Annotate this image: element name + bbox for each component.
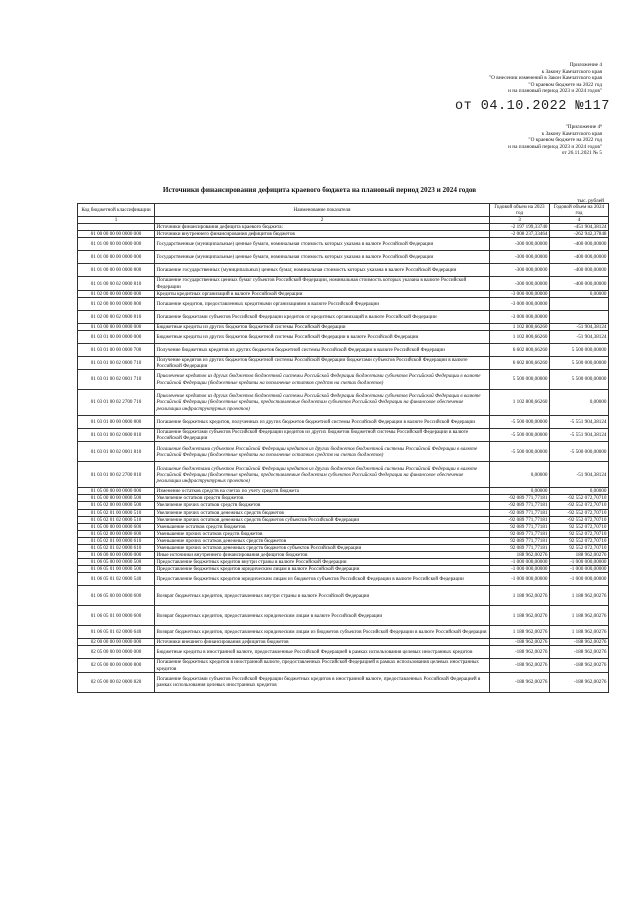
row-name: Предоставление бюджетных кредитов юридическим лицам в валюте Российской Федерации [155,566,490,573]
row-value-2024: -400 000,00000 [550,264,609,277]
row-name: Получение бюджетных кредитов из других бюджетов бюджетной системы Российской Федерации в валюте Российской Федерации [155,343,490,356]
row-code: 01 03 01 00 00 0000 000 [78,330,155,343]
row-name: Увеличение прочих остатков денежных средств бюджетов [155,509,490,516]
appendix-line: к Закону Камчатского края [541,130,602,137]
row-code: 01 02 00 00 02 0000 810 [78,310,155,323]
row-value-2024: -51 904,38124 [550,323,609,330]
row-name: Привлечение кредитов из других бюджетов бюджетной системы Российской Федерации бюджетами субъектов Российской Федерации в валюте Российской Федерации (бюджетные кредиты на пополнение остатков средств на счетах бюджетов) [155,370,490,390]
row-name: Кредиты кредитных организаций в валюте Российской Федерации [155,290,490,297]
row-value-2024: 5 500 000,00000 [550,356,609,369]
row-value-2023: -3 000 000,00000 [490,297,550,310]
row-code: 01 06 05 01 02 0000 540 [78,573,155,586]
row-value-2023: -3 000 000,00000 [490,310,550,323]
row-code: 01 03 01 00 00 0000 700 [78,343,155,356]
row-name: Предоставление бюджетных кредитов внутри страны в валюте Российской Федерации [155,559,490,566]
row-name: Погашение бюджетами субъектов Российской Федерации кредитов от кредитных организаций в валюте Российской Федерации [155,310,490,323]
row-code: 01 02 00 00 00 0000 000 [78,290,155,297]
date-stamp: от 04.10.2022 №117 [455,99,610,114]
table-row [78,659,609,672]
row-value-2024: -400 000,00000 [550,251,609,264]
row-value-2024: -92 552 072,70710 [550,509,609,516]
table-row [78,356,609,369]
row-name: Погашение бюджетами субъектов Российской Федерации кредитов из других бюджетов бюджетной системы Российской Федерации в валюте Российской Федерации (бюджетные кредиты на пополнение остатков средств на счетах бюджетов) [155,442,490,462]
header-2024: Годовой объем на 2024 год [550,204,609,217]
table-row [78,672,609,692]
row-name: Изменение остатков средств на счетах по учету средств бюджета [155,488,490,495]
row-code: 02 00 00 00 00 0000 000 [78,639,155,646]
table-row [78,639,609,646]
row-value-2024: 92 552 072,70710 [550,530,609,537]
table-row [78,370,609,390]
row-value-2023: -300 000,00000 [490,277,550,290]
row-value-2023: -1 000 000,00000 [490,559,550,566]
row-name: Погашение государственных (муниципальных) ценных бумаг, номинальная стоимость которых указана в валюте Российской Федерации [155,264,490,277]
row-name: Погашение кредитов, предоставленных кредитными организациями в валюте Российской Федерации [155,297,490,310]
row-name: Источники финансирования дефицита краевого бюджета: [155,224,490,231]
table-row [78,330,609,343]
row-name: Бюджетные кредиты из других бюджетов бюджетной системы Российской Федерации в валюте Российской Федерации [155,330,490,343]
row-code: 01 06 05 01 00 0000 500 [78,566,155,573]
row-name: Государственные (муниципальные) ценные бумаги, номинальная стоимость которых указана в валюте Российской Федерации [155,251,490,264]
row-value-2024: -188 962,00276 [550,639,609,646]
row-code: 01 05 02 00 00 0000 600 [78,530,155,537]
row-value-2024: 0,00000 [550,390,609,416]
row-value-2024: 92 552 072,70710 [550,537,609,544]
row-code: 01 05 02 01 00 0000 510 [78,509,155,516]
row-value-2024: 92 552 072,70710 [550,523,609,530]
row-code: 01 05 02 01 02 0000 510 [78,516,155,523]
row-value-2024: -5 551 904,38124 [550,416,609,429]
row-value-2023: -300 000,00000 [490,264,550,277]
table-row [78,442,609,462]
row-value-2024: -188 962,00276 [550,672,609,692]
appendix-line: к Закону Камчатского края [541,68,602,75]
row-name: Увеличение прочих остатков средств бюджетов [155,502,490,509]
row-value-2024: -262 942,37848 [550,231,609,238]
table-row [78,537,609,544]
row-value-2023: -2 197 199,33740 [490,224,550,231]
table-row [78,462,609,488]
row-code: 01 00 00 00 00 0000 000 [78,231,155,238]
row-value-2023: 1 102 800,66260 [490,323,550,330]
row-value-2023: -188 962,00276 [490,672,550,692]
document-title: Источники финансирования дефицита краевого бюджета на плановый период 2023 и 2024 годов [162,186,477,194]
row-value-2024: 188 962,00276 [550,552,609,559]
row-name: Погашение бюджетных кредитов, полученных из других бюджетов бюджетной системы Российской Федерации в валюте Российской Федерации [155,416,490,429]
row-value-2024: 92 552 072,70710 [550,544,609,551]
appendix-line: "О внесении изменений в Закон Камчатского края [489,75,602,82]
row-value-2024: -400 000,00000 [550,277,609,290]
row-value-2024: -51 904,38124 [550,330,609,343]
row-name: Погашение бюджетных кредитов в иностранной валюте, предоставленных Российской Федерацией в рамках использования целевых иностранных кредитов [155,659,490,672]
row-code: 01 02 00 00 00 0000 800 [78,297,155,310]
row-name: Получение кредитов из других бюджетов бюджетной системы Российской Федерации бюджетами субъектов Российской Федерации в валюте Российской Федерации [155,356,490,369]
row-code: 01 05 00 00 00 0000 000 [78,488,155,495]
row-value-2023: -5 500 000,00000 [490,429,550,442]
row-name: Уменьшение прочих остатков денежных средств бюджетов субъектов Российской Федерации [155,544,490,551]
row-value-2023: -300 000,00000 [490,251,550,264]
row-value-2023: -1 000 000,00000 [490,573,550,586]
appendix-old-heading [508,124,602,157]
table-row [78,323,609,330]
row-code: 01 05 00 00 00 0000 600 [78,523,155,530]
row-code: 01 01 00 00 00 0000 800 [78,264,155,277]
row-name: Увеличение остатков средств бюджетов [155,495,490,502]
col-number: 3 [490,217,550,224]
row-value-2024: -1 000 000,00000 [550,559,609,566]
row-value-2023: 1 188 962,00276 [490,606,550,626]
table-row [78,488,609,495]
table-row [78,509,609,516]
row-code: 01 03 01 00 02 0000 710 [78,356,155,369]
table-row [78,290,609,297]
row-value-2024: 0,00000 [550,488,609,495]
table-row [78,297,609,310]
row-value-2024: 1 188 962,00276 [550,626,609,639]
table-row [78,231,609,238]
table-row [78,516,609,523]
table-row [78,264,609,277]
row-value-2024: 5 500 000,00000 [550,343,609,356]
col-number: 2 [155,217,490,224]
row-code: 01 03 01 00 00 0000 800 [78,416,155,429]
row-code: 01 03 01 00 02 0001 810 [78,442,155,462]
row-name: Привлечение кредитов из других бюджетов бюджетной системы Российской Федерации бюджетами субъектов Российской Федерации в валюте Российской Федерации (бюджетные кредиты, предоставляемые бюджетам субъектов Российской Федерации на финансовое обеспечение реализации инфраструктурных проектов) [155,390,490,416]
row-value-2023: 1 188 962,00276 [490,586,550,606]
table-row [78,429,609,442]
row-value-2023: 0,00000 [490,488,550,495]
table-row [78,390,609,416]
row-value-2024 [550,297,609,310]
row-name: Источники внутреннего финансирования дефицитов бюджетов [155,231,490,238]
row-name: Погашение государственных ценных бумаг субъектов Российской Федерации, номинальная стоимость которых указана в валюте Российской Федерации [155,277,490,290]
row-name: Уменьшение прочих остатков средств бюджетов [155,530,490,537]
col-number: 1 [78,217,155,224]
row-value-2023: 6 602 800,66260 [490,356,550,369]
row-code: 01 05 02 00 00 0000 500 [78,502,155,509]
row-name: Возврат бюджетных кредитов, предоставленных юридическим лицам из бюджетов субъектов Российской Федерации в валюте Российской Федерации [155,626,490,639]
table-row [78,251,609,264]
table-row [78,646,609,659]
units-label: тыс. рублей [577,198,604,204]
table-row [78,502,609,509]
financing-sources-table [77,203,609,693]
row-code: 01 01 00 00 00 0000 000 [78,238,155,251]
row-code: 02 05 00 00 00 0000 000 [78,646,155,659]
table-row [78,566,609,573]
row-value-2023: 5 500 000,00000 [490,370,550,390]
row-value-2024: -5 500 000,00000 [550,442,609,462]
row-value-2023: -300 000,00000 [490,238,550,251]
table-row [78,310,609,323]
row-name: Государственные (муниципальные) ценные бумаги, номинальная стоимость которых указана в валюте Российской Федерации [155,238,490,251]
row-code [78,224,155,231]
row-value-2023: -188 962,00276 [490,646,550,659]
row-name: Уменьшение остатков средств бюджетов [155,523,490,530]
row-value-2023: 1 102 800,66260 [490,390,550,416]
row-value-2023: 1 188 962,00276 [490,626,550,639]
appendix-line: "О краевом бюджете на 2022 год [528,81,602,88]
row-value-2024: -1 000 000,00000 [550,573,609,586]
row-value-2023: -3 000 000,00000 [490,290,550,297]
row-name: Возврат бюджетных кредитов, предоставленных юридическим лицам в валюте Российской Федерации [155,606,490,626]
appendix-line: и на плановый период 2023 и 2024 годов" [508,143,602,150]
row-code: 01 03 01 00 02 0000 810 [78,429,155,442]
table-row [78,224,609,231]
table-row [78,626,609,639]
row-code: 01 05 00 00 00 0000 500 [78,495,155,502]
table-row [78,544,609,551]
row-value-2023: -92 089 771,77181 [490,509,550,516]
row-value-2024: -451 904,38124 [550,224,609,231]
row-code: 01 06 05 00 00 0000 600 [78,586,155,606]
row-value-2023: -188 962,00276 [490,639,550,646]
table-row [78,606,609,626]
row-value-2023: 92 089 771,77181 [490,523,550,530]
col-number: 4 [550,217,609,224]
table-row [78,523,609,530]
row-value-2023: 188 962,00276 [490,552,550,559]
row-code: 01 06 00 00 00 0000 000 [78,552,155,559]
table-row [78,559,609,566]
row-value-2023: -1 000 000,00000 [490,566,550,573]
header-code: Код бюджетной классификации [78,204,155,217]
row-name: Погашение бюджетами субъектов Российской Федерации кредитов из других бюджетов бюджетной системы Российской Федерации в валюте Российской Федерации (бюджетные кредиты, предоставляемые бюджетам субъектов Российской Федерации на финансовое обеспечение реализации инфраструктурных проектов) [155,462,490,488]
row-value-2024: 1 188 962,00276 [550,606,609,626]
row-value-2024: -188 962,00276 [550,659,609,672]
table-row [78,277,609,290]
table-row [78,586,609,606]
row-name: Предоставление бюджетных кредитов юридическим лицам из бюджетов субъектов Российской Федерации в валюте Российской Федерации [155,573,490,586]
row-code: 01 06 05 01 02 0000 640 [78,626,155,639]
row-code: 01 03 01 00 02 2700 710 [78,390,155,416]
row-code: 01 03 01 00 02 0001 710 [78,370,155,390]
row-value-2023: 92 089 771,77181 [490,530,550,537]
row-value-2023: -92 089 771,77181 [490,502,550,509]
row-value-2023: -5 500 000,00000 [490,442,550,462]
row-name: Возврат бюджетных кредитов, предоставленных внутри страны в валюте Российской Федерации [155,586,490,606]
row-value-2024: 5 500 000,00000 [550,370,609,390]
row-name: Источники внешнего финансирования дефицитов бюджетов [155,639,490,646]
row-code: 01 05 02 01 00 0000 610 [78,537,155,544]
row-value-2023: 92 089 771,77181 [490,544,550,551]
row-name: Увеличение прочих остатков денежных средств бюджетов субъектов Российской Федерации [155,516,490,523]
row-name: Погашение бюджетами субъектов Российской Федерации кредитов из других бюджетов бюджетной системы Российской Федерации в валюте Российской Федерации [155,429,490,442]
row-value-2024: -188 962,00276 [550,646,609,659]
table-row [78,552,609,559]
appendix-new-heading [489,62,602,95]
row-value-2024: -92 552 072,70710 [550,502,609,509]
row-value-2024: -92 552 072,70710 [550,516,609,523]
row-value-2024: -400 000,00000 [550,238,609,251]
appendix-line: "О краевом бюджете на 2022 год [528,137,602,144]
row-value-2023: 6 602 800,66260 [490,343,550,356]
row-name: Бюджетные кредиты в иностранной валюте, предоставленные Российской Федерацией в рамках использования целевых иностранных кредитов [155,646,490,659]
appendix-line: и на плановый период 2023 и 2024 годов" [508,88,602,95]
table-row [78,238,609,251]
row-value-2024: 1 188 962,00276 [550,586,609,606]
appendix-line: от 26.11.2021 № 5 [561,150,602,157]
row-value-2023: -92 089 771,77181 [490,495,550,502]
row-name: Бюджетные кредиты из других бюджетов бюджетной системы Российской Федерации [155,323,490,330]
row-value-2023: -92 089 771,77181 [490,516,550,523]
row-code: 02 05 00 00 00 0000 800 [78,659,155,672]
row-value-2024: -5 551 904,38124 [550,429,609,442]
row-code: 01 03 01 00 02 2700 810 [78,462,155,488]
table-row [78,416,609,429]
table-row [78,573,609,586]
table-row [78,343,609,356]
row-value-2023: 1 102 800,66260 [490,330,550,343]
row-value-2023: -188 962,00276 [490,659,550,672]
row-name: Погашение бюджетами субъектов Российской Федерации бюджетных кредитов в иностранной валюте, предоставленных Российской Федерацией в рамках использования целевых иностранных кредитов [155,672,490,692]
row-name: Уменьшение прочих остатков денежных средств бюджетов [155,537,490,544]
row-code: 01 06 05 00 00 0000 500 [78,559,155,566]
table-row [78,495,609,502]
row-code: 01 01 00 00 02 0000 810 [78,277,155,290]
row-value-2024 [550,310,609,323]
header-name: Наименование показателя [155,204,490,217]
row-value-2024: -92 552 072,70710 [550,495,609,502]
row-value-2024: 0,00000 [550,290,609,297]
table-row [78,530,609,537]
row-value-2024: -1 000 000,00000 [550,566,609,573]
row-code: 01 05 02 01 02 0000 610 [78,544,155,551]
row-value-2023: 92 089 771,77181 [490,537,550,544]
appendix-line: "Приложение 4⁸ [565,124,602,130]
row-code: 02 05 00 00 02 0000 820 [78,672,155,692]
header-2023: Годовой объем на 2023 год [490,204,550,217]
row-code: 01 01 00 00 00 0000 000 [78,251,155,264]
row-value-2023: 0,00000 [490,462,550,488]
row-value-2023: -2 008 237,33464 [490,231,550,238]
row-value-2024: -51 904,38124 [550,462,609,488]
appendix-line: Приложение 4 [569,62,602,68]
row-value-2023: -5 500 000,00000 [490,416,550,429]
row-code: 01 06 05 01 00 0000 600 [78,606,155,626]
row-code: 01 03 00 00 00 0000 000 [78,323,155,330]
row-name: Иные источники внутреннего финансирования дефицитов бюджетов [155,552,490,559]
